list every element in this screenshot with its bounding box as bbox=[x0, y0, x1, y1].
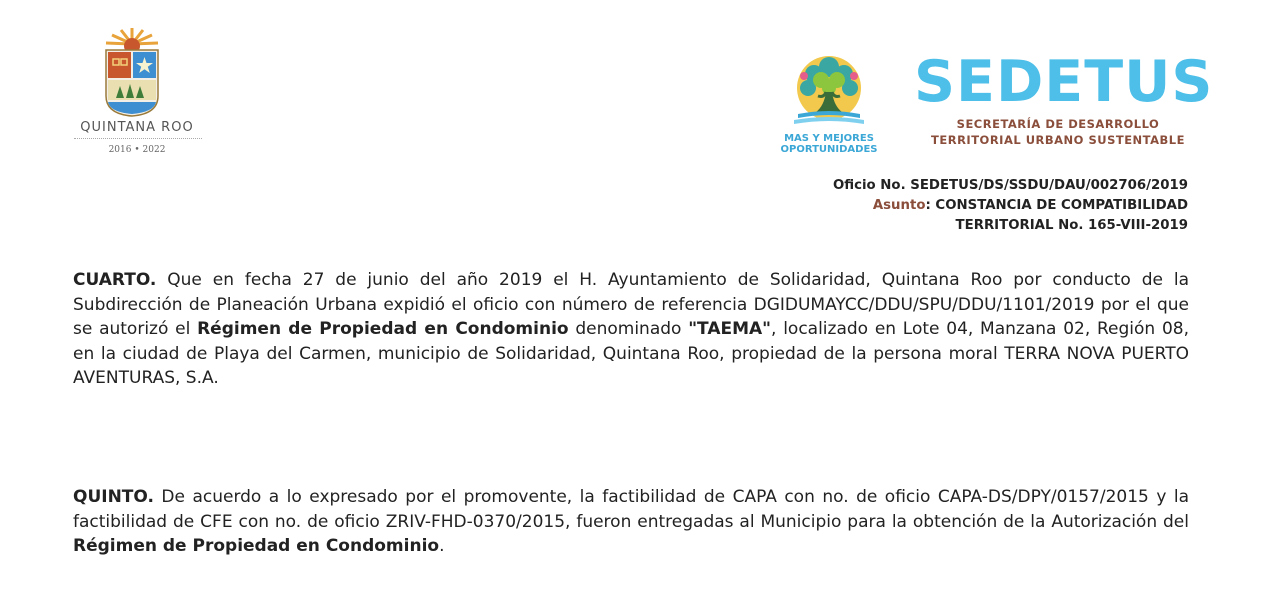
reference-block bbox=[833, 176, 1188, 236]
asunto-value: : CONSTANCIA DE COMPATIBILIDAD bbox=[925, 198, 1188, 213]
paragraph-text: Que en fecha 27 de junio del año 2019 el H. Ayuntamiento de Solidaridad, Quintana Roo por conducto de la Subdirección de Planeación Urbana expidió el oficio con número de referencia DGIDUMAYCC/DDU/SPU/DDU/1101/2019 por el que se autorizó el bbox=[73, 270, 1189, 339]
paragraph-text: De acuerdo a lo expresado por el promovente, la factibilidad de CAPA con no. de oficio CAPA-DS/DPY/0157/2015 y la factibilidad de CFE con no. de oficio ZRIV-FHD-0370/2015, fueron entregadas al Municipio para la obtención de la Autorización del bbox=[73, 487, 1189, 532]
paragraph-text: denominado bbox=[568, 319, 689, 339]
paragraph-emphasis: Régimen de Propiedad en Condominio bbox=[73, 536, 440, 556]
state-name-divider bbox=[74, 138, 202, 139]
paragraph-cuarto bbox=[73, 268, 1189, 391]
paragraph-heading: QUINTO. bbox=[73, 487, 154, 507]
paragraph-emphasis: Régimen de Propiedad en Condominio bbox=[197, 319, 569, 339]
state-years: 2016 • 2022 bbox=[108, 145, 166, 155]
agency-fullname-line2: TERRITORIAL URBANO SUSTENTABLE bbox=[931, 133, 1185, 147]
state-name: QUINTANA ROO bbox=[80, 120, 194, 135]
asunto-label: Asunto bbox=[872, 198, 926, 213]
paragraph-text: , localizado en Lote 04, Manzana 02, Región 08, en la ciudad de Playa del Carmen, municipio de Solidaridad, Quintana Roo, propiedad de la persona moral TERRA NOVA PUERTO AVENTURAS, S.A. bbox=[73, 319, 1189, 388]
agency-wordmark: SEDETUS bbox=[914, 49, 1214, 115]
paragraph-heading: CUARTO. bbox=[73, 270, 157, 290]
asunto-line1 bbox=[833, 196, 1188, 216]
oficio-number: Oficio No. SEDETUS/DS/SSDU/DAU/002706/2019 bbox=[832, 178, 1188, 193]
quintana-roo-seal-icon bbox=[96, 26, 168, 118]
paragraph-quinto bbox=[73, 485, 1189, 559]
emblem-caption bbox=[768, 133, 890, 155]
agency-fullname bbox=[904, 116, 1212, 148]
tree-emblem-icon bbox=[784, 52, 874, 132]
paragraph-text: . bbox=[439, 536, 445, 556]
asunto-line2: TERRITORIAL No. 165-VIII-2019 bbox=[955, 218, 1188, 233]
agency-fullname-line1: SECRETARÍA DE DESARROLLO bbox=[956, 117, 1160, 131]
emblem-caption-line2: OPORTUNIDADES bbox=[780, 144, 878, 155]
condominium-name: "TAEMA" bbox=[688, 319, 772, 339]
emblem-caption-line1: MAS Y MEJORES bbox=[784, 133, 874, 144]
